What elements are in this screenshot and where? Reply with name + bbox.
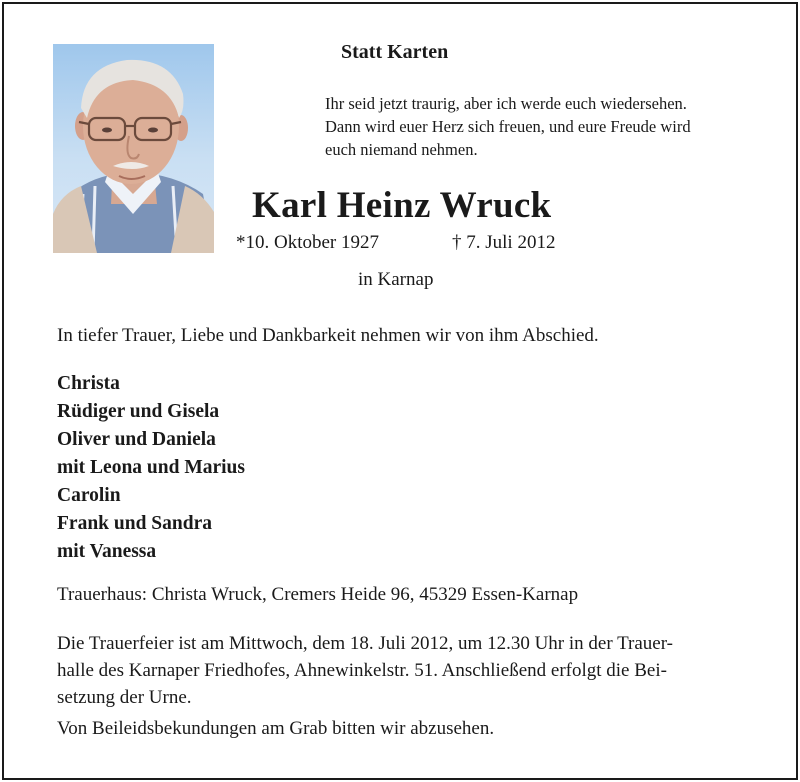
mourning-house-address: Trauerhaus: Christa Wruck, Cremers Heide 96, 45329 Essen-Karnap <box>57 584 579 605</box>
mourner: mit Vanessa <box>57 541 157 562</box>
ceremony-line: setzung der Urne. <box>57 687 192 708</box>
ceremony-line: halle des Karnaper Friedhofes, Ahnewinkelstr. 51. Anschließend erfolgt die Bei- <box>57 660 667 681</box>
verse-line: euch niemand nehmen. <box>325 140 478 159</box>
mourner: Rüdiger und Gisela <box>57 401 220 422</box>
mourner: Christa <box>57 373 120 394</box>
verse-line: Dann wird euer Herz sich freuen, und eure Freude wird <box>325 117 691 136</box>
mourner: Oliver und Daniela <box>57 429 216 450</box>
condolence-request: Von Beileidsbekundungen am Grab bitten wir abzusehen. <box>57 718 495 739</box>
ceremony-details <box>57 630 747 711</box>
deceased-name: Karl Heinz Wruck <box>252 185 552 226</box>
ceremony-line: Die Trauerfeier ist am Mittwoch, dem 18. Juli 2012, um 12.30 Uhr in der Trauer- <box>57 633 673 654</box>
portrait-photo <box>53 44 214 253</box>
header-statt-karten: Statt Karten <box>341 41 449 63</box>
mourner: mit Leona und Marius <box>57 457 245 478</box>
mourners-list <box>57 370 245 566</box>
place: in Karnap <box>358 269 434 290</box>
farewell-text: In tiefer Trauer, Liebe und Dankbarkeit nehmen wir von ihm Abschied. <box>57 325 599 346</box>
mourner: Frank und Sandra <box>57 513 212 534</box>
birth-date: *10. Oktober 1927 <box>236 232 380 253</box>
mourner: Carolin <box>57 485 121 506</box>
bible-verse <box>325 92 775 161</box>
verse-line: Ihr seid jetzt traurig, aber ich werde euch wiedersehen. <box>325 94 687 113</box>
death-date: † 7. Juli 2012 <box>452 232 556 253</box>
